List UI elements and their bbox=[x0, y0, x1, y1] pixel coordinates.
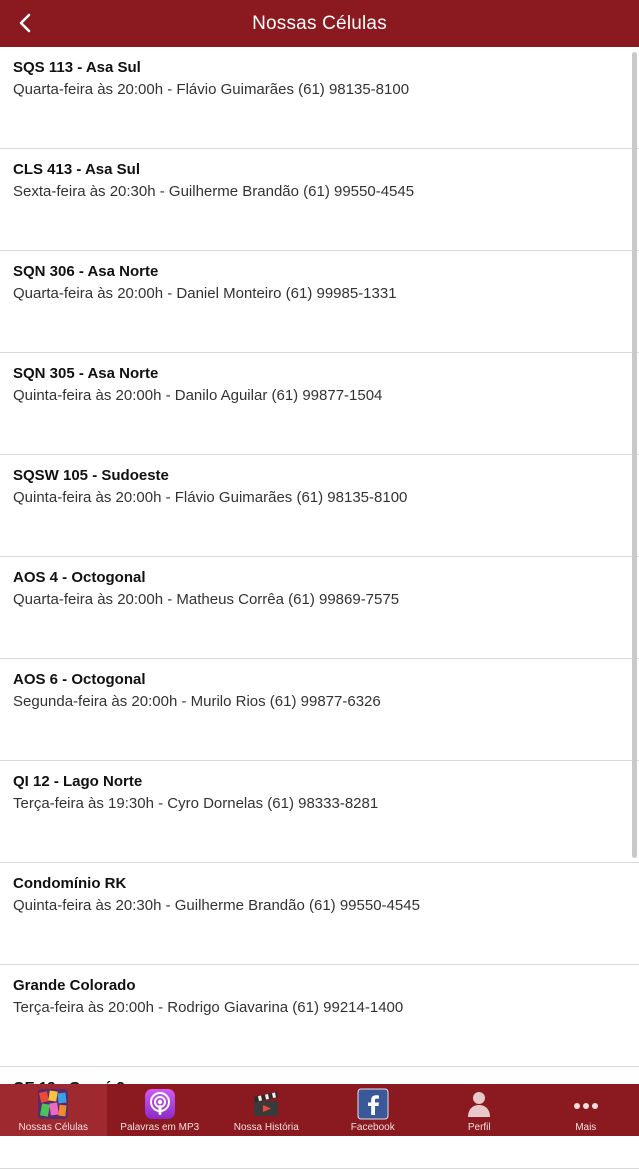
tab-palavras-mp3[interactable] bbox=[107, 1084, 214, 1136]
tab-label: Nossas Células bbox=[19, 1122, 88, 1133]
tab-perfil[interactable] bbox=[426, 1084, 533, 1136]
list-item-detail: Quarta-feira às 20:00h - Flávio Guimarães (61) 98135-8100 bbox=[13, 81, 626, 99]
list-item-detail: Terça-feira às 19:30h - Cyro Dornelas (61) 98333-8281 bbox=[13, 795, 626, 813]
list-item-title: Grande Colorado bbox=[13, 977, 626, 995]
list-item-title: QI 12 - Lago Norte bbox=[13, 773, 626, 791]
list-item[interactable] bbox=[0, 761, 639, 863]
chevron-left-icon bbox=[18, 13, 32, 33]
list-item-title: Condomínio RK bbox=[13, 875, 626, 893]
list-item-detail: Segunda-feira às 20:00h - Murilo Rios (61) 99877-6326 bbox=[13, 693, 626, 711]
tab-label: Nossa História bbox=[234, 1122, 299, 1133]
clapperboard-icon bbox=[250, 1088, 282, 1120]
list-item-title: SQS 113 - Asa Sul bbox=[13, 59, 626, 77]
back-button[interactable] bbox=[10, 8, 40, 38]
navigation-bar bbox=[0, 0, 639, 47]
podcast-icon bbox=[144, 1088, 176, 1120]
list-item[interactable] bbox=[0, 965, 639, 1067]
list-item-title: CLS 413 - Asa Sul bbox=[13, 161, 626, 179]
tab-label: Perfil bbox=[468, 1122, 491, 1133]
list-item[interactable] bbox=[0, 47, 639, 149]
list-item[interactable] bbox=[0, 251, 639, 353]
person-icon bbox=[463, 1088, 495, 1120]
list-item[interactable] bbox=[0, 659, 639, 761]
list-item[interactable] bbox=[0, 557, 639, 659]
tab-facebook[interactable] bbox=[320, 1084, 427, 1136]
list-item-detail: Quinta-feira às 20:30h - Guilherme Brandão (61) 99550-4545 bbox=[13, 897, 626, 915]
tab-nossas-celulas[interactable] bbox=[0, 1084, 107, 1136]
cells-list[interactable] bbox=[0, 47, 639, 1084]
list-item-title: AOS 6 - Octogonal bbox=[13, 671, 626, 689]
more-dots-icon bbox=[570, 1088, 602, 1120]
page-title: Nossas Células bbox=[252, 13, 387, 35]
tab-bar bbox=[0, 1084, 639, 1136]
scrollbar[interactable] bbox=[632, 52, 637, 858]
tab-label: Mais bbox=[575, 1122, 596, 1133]
colorful-tiles-icon bbox=[37, 1088, 69, 1120]
facebook-icon bbox=[357, 1088, 389, 1120]
list-item[interactable] bbox=[0, 863, 639, 965]
list-item-detail: Terça-feira às 20:00h - Rodrigo Giavarina (61) 99214-1400 bbox=[13, 999, 626, 1017]
tab-mais[interactable] bbox=[533, 1084, 639, 1136]
list-item-detail: Quarta-feira às 20:00h - Matheus Corrêa (61) 99869-7575 bbox=[13, 591, 626, 609]
list-item-title: SQN 305 - Asa Norte bbox=[13, 365, 626, 383]
tab-label: Palavras em MP3 bbox=[120, 1122, 199, 1133]
list-item[interactable] bbox=[0, 455, 639, 557]
list-item[interactable] bbox=[0, 353, 639, 455]
list-item-detail: Quinta-feira às 20:00h - Flávio Guimarães (61) 98135-8100 bbox=[13, 489, 626, 507]
list-item-detail: Quinta-feira às 20:00h - Danilo Aguilar (61) 99877-1504 bbox=[13, 387, 626, 405]
list-item-detail: Sexta-feira às 20:30h - Guilherme Brandão (61) 99550-4545 bbox=[13, 183, 626, 201]
list-item-detail: Quarta-feira às 20:00h - Daniel Monteiro (61) 99985-1331 bbox=[13, 285, 626, 303]
list-item-title: AOS 4 - Octogonal bbox=[13, 569, 626, 587]
list-item-title: SQN 306 - Asa Norte bbox=[13, 263, 626, 281]
list-item-title: SQSW 105 - Sudoeste bbox=[13, 467, 626, 485]
tab-nossa-historia[interactable] bbox=[213, 1084, 320, 1136]
tab-label: Facebook bbox=[351, 1122, 395, 1133]
list-item[interactable] bbox=[0, 149, 639, 251]
